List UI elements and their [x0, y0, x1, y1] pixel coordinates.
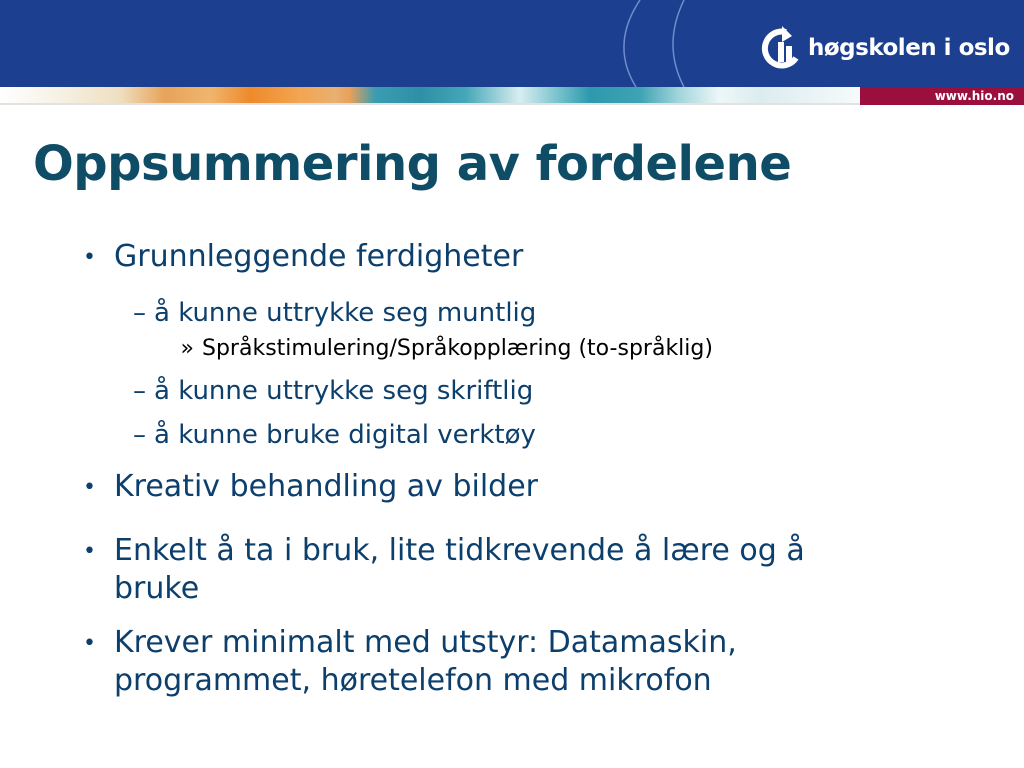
bullet-text: Enkelt å ta i bruk, lite tidkrevende å lære og å bruke [114, 533, 805, 606]
bullet-text: Kreativ behandling av bilder [114, 469, 539, 504]
sub-bullet-item [0, 296, 1024, 330]
sub-bullet-text: å kunne uttrykke seg muntlig [154, 298, 537, 328]
sub-sub-bullet-text: Språkstimulering/Språkopplæring (to-språklig) [202, 336, 713, 361]
bullet-dot-icon: • [83, 539, 96, 564]
hio-logo [756, 24, 1010, 72]
sub-sub-bullet-item [0, 334, 1024, 364]
bullet-item [0, 616, 1024, 700]
sub-bullet-text: å kunne bruke digital verktøy [154, 420, 536, 450]
dash-icon: – [133, 376, 146, 406]
logo-text: høgskolen i oslo [808, 35, 1010, 61]
url-label: www.hio.no [860, 87, 1024, 105]
slide-title: Oppsummering av fordelene [33, 136, 792, 192]
bullet-item [0, 524, 1024, 608]
double-chevron-icon: » [180, 336, 194, 361]
header-banner [0, 0, 1024, 87]
bullet-item [0, 460, 1024, 516]
bullet-text: Krever minimalt med utstyr: Datamaskin, programmet, høretelefon med mikrofon [114, 625, 737, 698]
bullet-text: Grunnleggende ferdigheter [114, 239, 524, 274]
bullet-dot-icon: • [83, 475, 96, 500]
hio-logo-icon [756, 24, 804, 72]
bullet-dot-icon: • [83, 631, 96, 656]
dash-icon: – [133, 298, 146, 328]
bullet-list [0, 230, 1024, 700]
stripe-divider [0, 103, 860, 105]
bullet-item [0, 230, 1024, 286]
sub-bullet-text: å kunne uttrykke seg skriftlig [154, 376, 534, 406]
sub-bullet-item [0, 418, 1024, 452]
dash-icon: – [133, 420, 146, 450]
sub-bullet-item [0, 374, 1024, 408]
bullet-dot-icon: • [83, 245, 96, 270]
